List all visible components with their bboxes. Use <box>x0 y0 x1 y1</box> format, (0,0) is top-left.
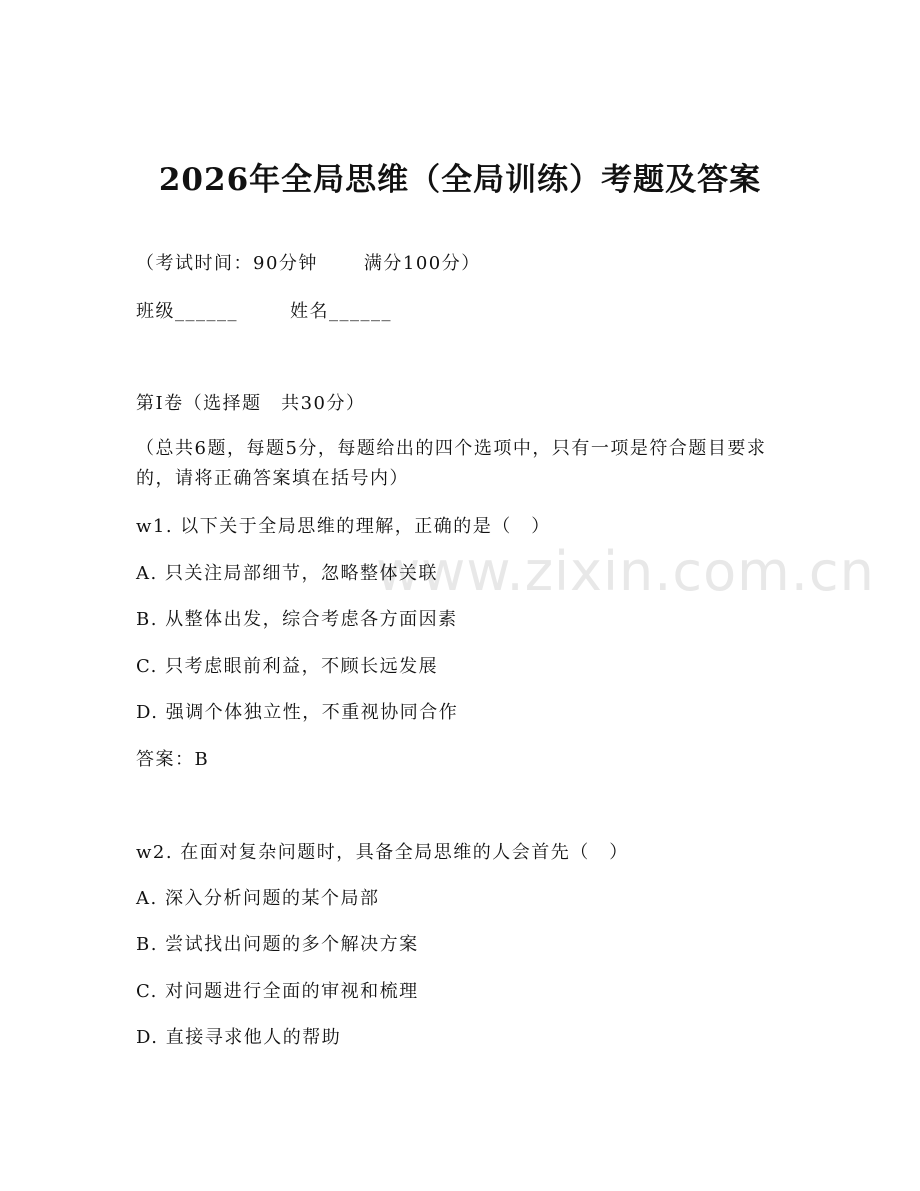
question-stem: w1. 以下关于全局思维的理解，正确的是（ ） <box>136 516 551 537</box>
full-score: 满分100分） <box>363 253 481 274</box>
question-answer: 答案：B <box>136 749 210 770</box>
section-instructions: （总共6题，每题5分，每题给出的四个选项中，只有一项是符合题目要求的，请将正确答案填在括号内） <box>136 438 767 489</box>
exam-info <box>136 250 481 278</box>
question-option: B. 尝试找出问题的多个解决方案 <box>136 934 419 955</box>
question-option: B. 从整体出发，综合考虑各方面因素 <box>136 609 458 630</box>
student-info <box>136 298 392 326</box>
question-option: A. 只关注局部细节，忽略整体关联 <box>136 563 438 584</box>
question-option: D. 直接寻求他人的帮助 <box>136 1027 342 1048</box>
class-field: 班级______ <box>136 301 238 322</box>
section-title: 第I卷（选择题 共30分） <box>136 393 366 414</box>
question-stem: w2. 在面对复杂问题时，具备全局思维的人会首先（ ） <box>136 842 629 863</box>
name-field: 姓名______ <box>290 301 392 322</box>
document-title: 2026年全局思维（全局训练）考题及答案 <box>158 162 762 198</box>
question-option: D. 强调个体独立性，不重视协同合作 <box>136 702 459 723</box>
question-option: C. 只考虑眼前利益，不顾长远发展 <box>136 656 439 677</box>
watermark: www.zixin.com.cn <box>376 540 875 603</box>
question-option: C. 对问题进行全面的审视和梳理 <box>136 981 419 1002</box>
exam-time: （考试时间：90分钟 <box>136 253 318 274</box>
question-option: A. 深入分析问题的某个局部 <box>136 888 380 909</box>
